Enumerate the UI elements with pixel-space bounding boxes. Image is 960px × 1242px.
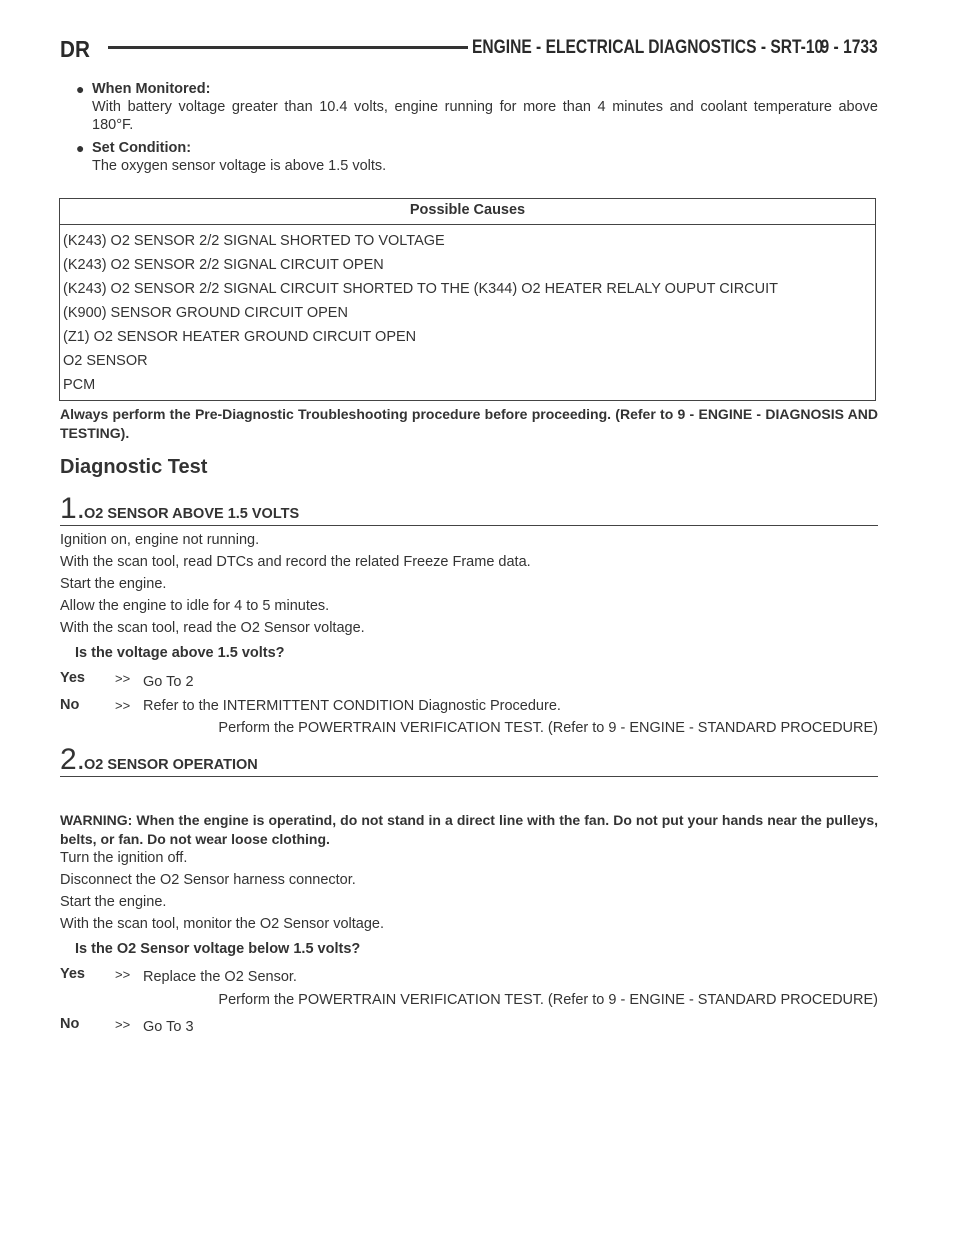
- bullet-dot-icon: ●: [76, 81, 85, 97]
- bullet-text: With battery voltage greater than 10.4 volts, engine running for more than 4 minutes and coolant temperature above 180°F.: [92, 99, 878, 133]
- step-2-question: Is the O2 Sensor voltage below 1.5 volts?: [75, 941, 361, 957]
- diagnostic-test-title: Diagnostic Test: [60, 456, 208, 478]
- possible-causes-heading: Possible Causes: [60, 199, 875, 225]
- step-1-yes-label: Yes: [60, 670, 85, 686]
- step-2-line: Turn the ignition off.: [60, 850, 188, 866]
- bullet-label: When Monitored:: [92, 81, 211, 97]
- cause-item: (K243) O2 SENSOR 2/2 SIGNAL SHORTED TO VOLTAGE: [63, 233, 445, 249]
- step-2-no-action: Go To 3: [143, 1019, 194, 1035]
- step-1-no-label: No: [60, 697, 80, 713]
- step-2-yes-label: Yes: [60, 966, 85, 982]
- step-2-line: Disconnect the O2 Sensor harness connector.: [60, 872, 356, 888]
- bullet-text: The oxygen sensor voltage is above 1.5 volts.: [92, 158, 387, 174]
- cause-item: (K900) SENSOR GROUND CIRCUIT OPEN: [63, 305, 348, 321]
- step-2-line: Start the engine.: [60, 894, 167, 910]
- cause-item: O2 SENSOR: [63, 353, 148, 369]
- header-page-number: 9 - 1733: [820, 37, 878, 58]
- step-1-line: With the scan tool, read the O2 Sensor voltage.: [60, 620, 365, 636]
- step-2-warning: WARNING: When the engine is operatind, do not stand in a direct line with the fan. Do not put your hands near the pulleys, belts, or fan. Do not wear loose clothing.: [60, 812, 878, 847]
- arrow-icon: >>: [115, 671, 131, 686]
- step-2-header: [60, 744, 878, 777]
- pre-diagnostic-note: Always perform the Pre-Diagnostic Troubleshooting procedure before proceeding. (Refer to 9 - ENGINE - DIAGNOSIS AND TESTING).: [60, 406, 878, 441]
- arrow-icon: >>: [115, 698, 131, 713]
- bullet-set-condition: [76, 139, 878, 175]
- cause-item: PCM: [63, 377, 96, 393]
- bullet-dot-icon: ●: [76, 140, 85, 156]
- step-title: O2 SENSOR ABOVE 1.5 VOLTS: [84, 506, 300, 522]
- step-2-yes-action-2: Perform the POWERTRAIN VERIFICATION TEST. (Refer to 9 - ENGINE - STANDARD PROCEDURE): [218, 992, 878, 1008]
- step-title: O2 SENSOR OPERATION: [84, 757, 258, 773]
- step-1-header: [60, 493, 878, 526]
- step-1-line: Allow the engine to idle for 4 to 5 minutes.: [60, 598, 330, 614]
- cause-item: (K243) O2 SENSOR 2/2 SIGNAL CIRCUIT SHORTED TO THE (K344) O2 HEATER RELALY OUPUT CIRCUIT: [63, 281, 778, 297]
- cause-item: (Z1) O2 SENSOR HEATER GROUND CIRCUIT OPEN: [63, 329, 417, 345]
- step-2-line: With the scan tool, monitor the O2 Sensor voltage.: [60, 916, 384, 932]
- header-rule: [108, 46, 468, 49]
- step-1-no-action-2: Perform the POWERTRAIN VERIFICATION TEST. (Refer to 9 - ENGINE - STANDARD PROCEDURE): [218, 720, 878, 736]
- step-2-no-label: No: [60, 1016, 80, 1032]
- step-number: 1.: [60, 492, 86, 525]
- possible-causes-table: [59, 198, 876, 401]
- step-1-yes-action: Go To 2: [143, 674, 194, 690]
- step-2-yes-action: Replace the O2 Sensor.: [143, 969, 297, 985]
- step-1-question: Is the voltage above 1.5 volts?: [75, 645, 285, 661]
- cause-item: (K243) O2 SENSOR 2/2 SIGNAL CIRCUIT OPEN: [63, 257, 384, 273]
- header-section-code: DR: [60, 36, 90, 62]
- bullet-when-monitored: [76, 80, 878, 134]
- bullet-label: Set Condition:: [92, 140, 192, 156]
- step-1-line: Ignition on, engine not running.: [60, 532, 260, 548]
- step-1-line: With the scan tool, read DTCs and record the related Freeze Frame data.: [60, 554, 531, 570]
- step-1-line: Start the engine.: [60, 576, 167, 592]
- page-header: [60, 36, 878, 66]
- arrow-icon: >>: [115, 1017, 131, 1032]
- step-1-no-action: Refer to the INTERMITTENT CONDITION Diagnostic Procedure.: [143, 698, 561, 714]
- header-title: ENGINE - ELECTRICAL DIAGNOSTICS - SRT-10: [472, 37, 824, 58]
- step-number: 2.: [60, 743, 86, 776]
- arrow-icon: >>: [115, 967, 131, 982]
